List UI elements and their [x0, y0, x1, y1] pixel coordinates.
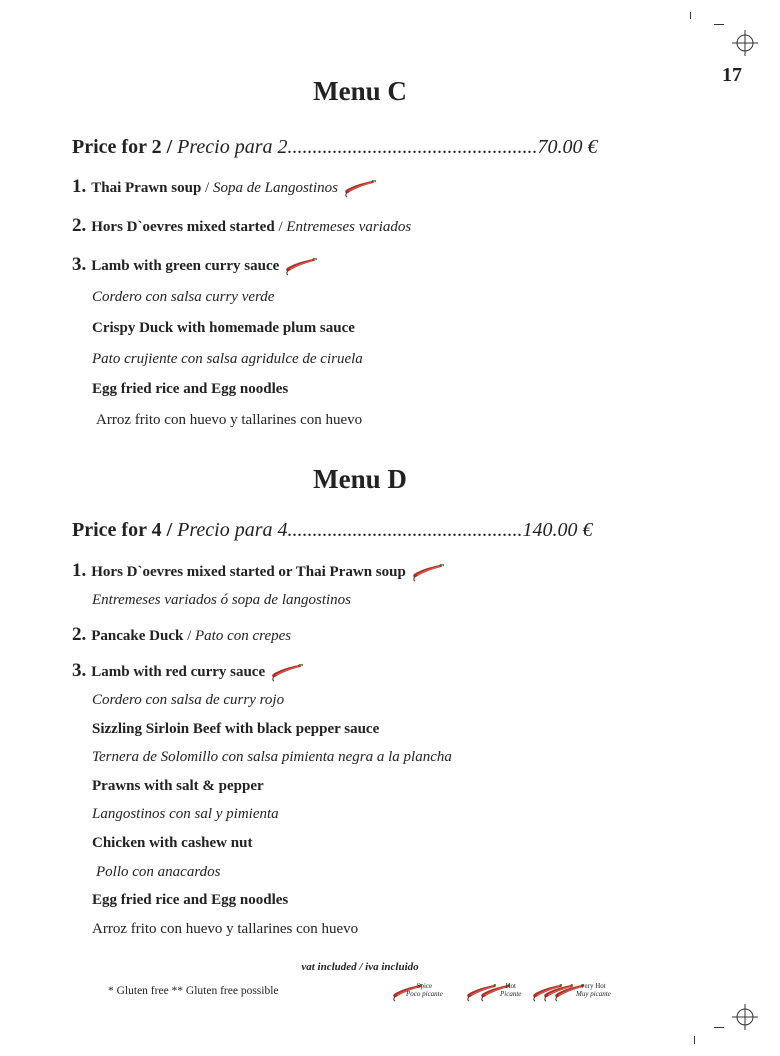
chili-icon	[412, 564, 444, 582]
menu-d-item-3-es: Cordero con salsa de curry rojo	[92, 692, 285, 708]
menu-c-item-2	[72, 215, 411, 237]
menu-d-item-2	[72, 624, 291, 646]
menu-c-item-3-es: Cordero con salsa curry verde	[92, 289, 275, 305]
menu-d-rice-en: Egg fried rice and Egg noodles	[92, 892, 289, 908]
price-label-es: Precio para 2	[177, 136, 288, 158]
item-name-es: Sopa de Langostinos	[212, 180, 338, 196]
price-label: Price for 4	[72, 519, 162, 541]
item-number: 3.	[72, 660, 87, 681]
menu-c-duck-en: Crispy Duck with homemade plum sauce	[92, 320, 355, 336]
chili-icon	[285, 258, 317, 276]
menu-d-price	[72, 519, 593, 542]
item-name-en: Hors D`oevres mixed started	[91, 219, 275, 235]
menu-d-chicken-es: Pollo con anacardos	[96, 864, 221, 880]
menu-d-item-3	[72, 660, 303, 682]
item-number: 1.	[72, 560, 87, 581]
item-name-en: Hors D`oevres mixed started or Thai Prawn soup	[91, 564, 406, 580]
registration-mark-icon	[732, 30, 758, 61]
registration-mark-icon	[732, 1004, 758, 1035]
legend-label-es: Muy picante	[576, 990, 611, 998]
vat-note: vat included / iva incluido	[301, 961, 419, 973]
crop-mark-tick	[694, 1036, 695, 1044]
crop-mark-tick	[690, 12, 691, 19]
item-number: 3.	[72, 254, 87, 275]
menu-d-item-1-es: Entremeses variados ó sopa de langostinos	[92, 592, 352, 608]
legend-label-es: Picante	[500, 990, 522, 998]
menu-c-duck-es: Pato crujiente con salsa agridulce de ciruela	[92, 351, 363, 367]
page-number: 17	[722, 64, 742, 86]
price-value: 140.00 €	[522, 519, 593, 541]
separator: /	[161, 136, 178, 158]
legend-label-es: Poco picante	[406, 990, 443, 998]
menu-c-rice-es: Arroz frito con huevo y tallarines con huevo	[96, 412, 363, 428]
legend-label-en: Spice	[416, 982, 433, 990]
separator: /	[161, 519, 178, 541]
menu-c-item-1	[72, 176, 376, 198]
menu-c-price	[72, 136, 598, 159]
item-name-en: Lamb with red curry sauce	[91, 664, 266, 680]
separator: /	[183, 628, 196, 644]
menu-d-beef-en: Sizzling Sirloin Beef with black pepper sauce	[92, 721, 380, 737]
item-name-en: Pancake Duck	[91, 628, 184, 644]
legend-label-en: very Hot	[581, 982, 606, 990]
legend-spice-label	[406, 982, 443, 998]
menu-c-rice-en: Egg fried rice and Egg noodles	[92, 381, 289, 397]
legend-very-hot-label	[576, 982, 611, 998]
item-number: 2.	[72, 624, 87, 645]
item-name-es: Entremeses variados	[286, 219, 412, 235]
price-dots: ...............................................	[287, 519, 523, 541]
item-name-en: Thai Prawn soup	[91, 180, 202, 196]
chili-icon	[271, 664, 303, 682]
price-dots: ..................................................	[287, 136, 538, 158]
menu-d-title: Menu D	[313, 464, 407, 494]
item-name-es: Pato con crepes	[195, 628, 292, 644]
menu-d-prawns-es: Langostinos con sal y pimienta	[92, 806, 279, 822]
crop-mark-tick	[714, 1027, 724, 1028]
menu-d-chicken-en: Chicken with cashew nut	[92, 835, 253, 851]
menu-c-item-3	[72, 254, 317, 276]
price-label-es: Precio para 4	[177, 519, 288, 541]
price-label: Price for 2	[72, 136, 162, 158]
menu-d-rice-es: Arroz frito con huevo y tallarines con huevo	[92, 921, 359, 937]
separator: /	[201, 180, 213, 196]
menu-d-prawns-en: Prawns with salt & pepper	[92, 778, 264, 794]
price-value: 70.00 €	[537, 136, 598, 158]
menu-c-title: Menu C	[313, 76, 407, 106]
separator: /	[274, 219, 287, 235]
chili-icon	[344, 180, 376, 198]
legend-hot-label	[500, 982, 521, 998]
item-name-en: Lamb with green curry sauce	[91, 258, 280, 274]
menu-d-item-1	[72, 560, 444, 582]
item-number: 1.	[72, 176, 87, 197]
item-number: 2.	[72, 215, 87, 236]
gluten-note: * Gluten free ** Gluten free possible	[108, 985, 279, 997]
menu-d-beef-es: Ternera de Solomillo con salsa pimienta negra a la plancha	[92, 749, 452, 765]
crop-mark-tick	[714, 24, 724, 25]
legend-label-en: Hot	[505, 982, 516, 990]
